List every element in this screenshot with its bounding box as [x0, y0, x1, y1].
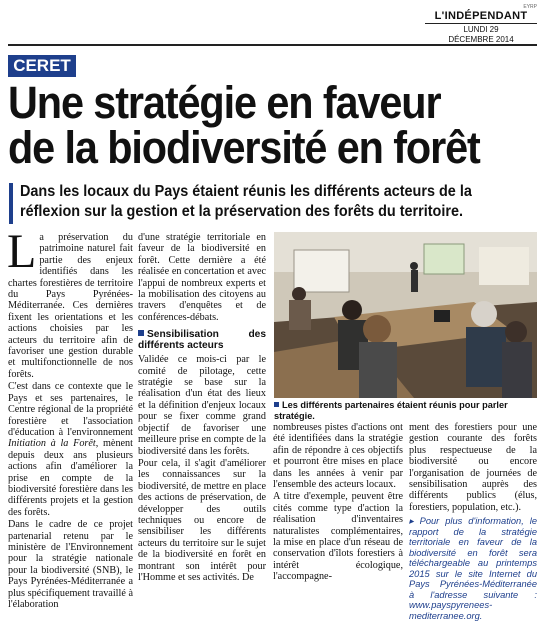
paragraph-text: a préservation du patrimoine naturel fait partie des enjeux identifiés dans les chartes forestières de territoire du Pays Pyrénées-Méditerranée. Ces dernières fixent les orientations et les actions choisies par les acteurs du territoire afin de favoriser une gestion durable et multifonctionnelle de nos forêts. [8, 232, 133, 380]
meeting-photo-illustration [274, 232, 537, 398]
paragraph: Pour cela, il s'agit d'améliorer les connaissances sur la biodiversité, de mettre en place des actions de préservation, de développer des outils techniques ou encore de sensibiliser les différents acteurs du territoire sur le sujet de la biodiversité en forêt en montrant son intérêt pour l'Homme et ses activités. De [138, 457, 266, 583]
article-column-4 [409, 422, 537, 621]
lead-paragraph: Dans les locaux du Pays étaient réunis les différents acteurs de la réflexion sur la gestion et la préservation des forêts du territoire. [20, 183, 472, 220]
masthead [425, 4, 537, 44]
paragraph: Dans le cadre de ce projet partenarial retenu par le ministère de l'Environnement pour la stratégie nationale pour la biodiversité (SNB), le Pays Pyrénées-Méditerranée a plus spécifiquement travaillé à l'élaboration [8, 519, 133, 610]
subheading [138, 329, 266, 351]
more-info-note [409, 516, 537, 621]
paragraph: ment des forestiers pour une gestion courante des forêts plus respectueuse de la biodiversité ou encore l'organisation de journées de sensibilisation auprès des différents publics (élus, forestiers, population, etc.). [409, 422, 537, 513]
paragraph-text: , mènent depuis deux ans plusieurs actions afin d'améliorer la prise en compte de la biodiversité forestière dans les différents projets et la gestion des forêts. [8, 438, 133, 518]
photo-caption [274, 400, 537, 422]
newspaper-name: L'INDÉPENDANT [425, 10, 537, 24]
association-name: Initiation à la Forêt [8, 438, 96, 450]
paragraph [8, 381, 133, 518]
triangle-bullet-icon: ▸ [409, 516, 420, 527]
article-column-1 [7, 225, 133, 611]
paragraph-text: C'est dans ce contexte que le Pays et ses partenaires, le Centre régional de la propriété forestière et l'association d'éducation à l'environnement [8, 381, 133, 438]
drop-cap: L [7, 225, 37, 278]
paragraph [7, 225, 133, 380]
headline-line-2: de la biodiversité en forêt [8, 122, 480, 173]
paragraph: nombreuses pistes d'actions ont été identifiées dans la stratégie afin de répondre à ces objectifs et pourront être mises en place dans les années à venir par l'ensemble des acteurs locaux. [273, 422, 403, 491]
issue-date: DÉCEMBRE 2014 [448, 35, 514, 44]
photo-caption-text: Les différents partenaires étaient réunis pour parler stratégie. [274, 400, 508, 421]
paragraph: A titre d'exemple, peuvent être cités comme type d'action la réalisation d'inventaires naturalistes complémentaires, la mise en place d'un réseau de conservation d'îlots forestiers à intérêt écologique, l'accompagne- [273, 491, 403, 583]
square-bullet-icon [138, 330, 144, 336]
square-bullet-icon [274, 402, 279, 407]
article-column-3 [273, 422, 403, 584]
headline-line-1: Une stratégie en faveur [8, 77, 441, 128]
subheading-text: Sensibilisation des différents acteurs [138, 329, 266, 352]
masthead-tag: EYRP [523, 4, 537, 10]
meeting-photo [274, 232, 537, 398]
headline [8, 77, 496, 173]
header-rule [8, 44, 537, 46]
paragraph: d'une stratégie territoriale en faveur de la biodiversité en forêt. Cette dernière a été réalisée en concertation et avec l'appui de nombreux experts et la mobilisation des citoyens au travers d'enquêtes et de conférences-débats. [138, 232, 266, 323]
section-rubric: CERET [8, 55, 76, 77]
issue-day: LUNDI 29 [463, 25, 499, 34]
article-column-2 [138, 232, 266, 584]
paragraph: Validée ce mois-ci par le comité de pilotage, cette stratégie se base sur la réalisation d'un état des lieux et la définition d'enjeux locaux pour se fixer comme grand objectif de favoriser une meilleure prise en compte de la biodiversité dans les forêts. [138, 354, 266, 457]
more-info-text: Pour plus d'information, le rapport de la stratégie territoriale en faveur de la biodiversité en forêt sera téléchargeable au printemps 2015 sur le site Internet du Pays Pyrénées-Méditerranée à l'adresse suivante : www.payspyrenees-mediterranee.org. [409, 516, 537, 621]
lead-accent-bar [9, 183, 13, 224]
